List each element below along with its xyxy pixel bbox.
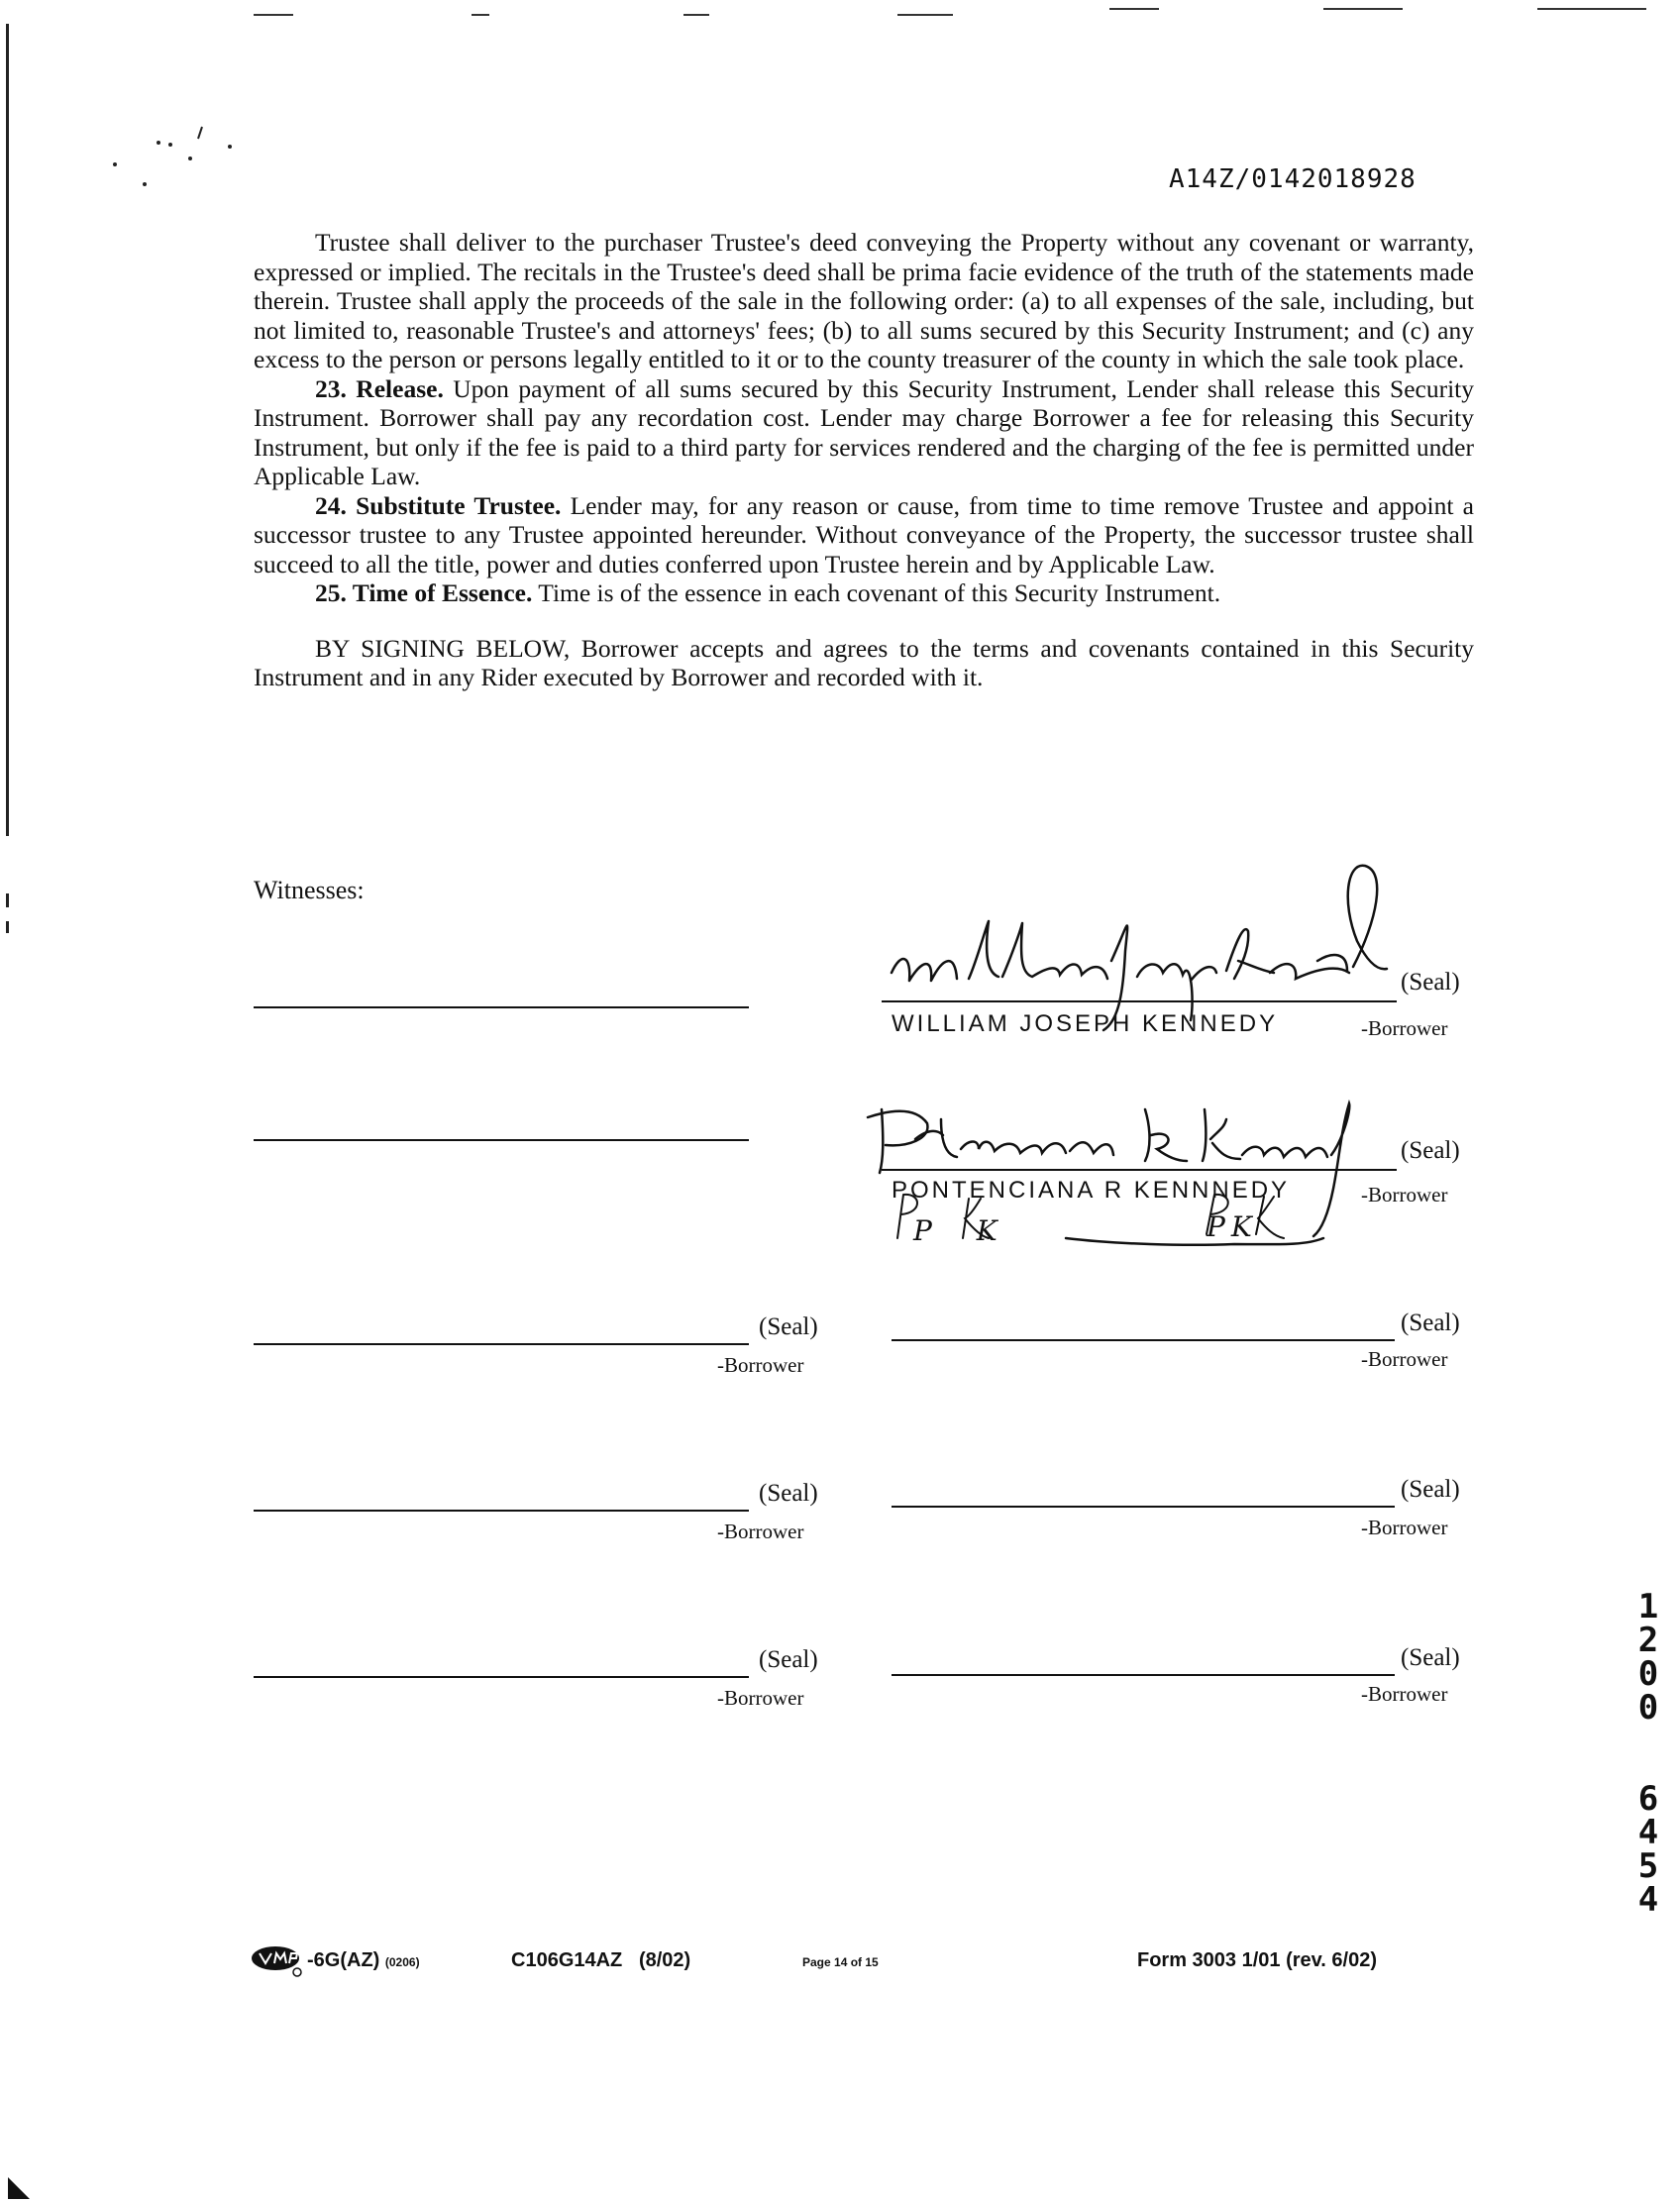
substitute-trustee-heading: 24. Substitute Trustee. bbox=[315, 490, 562, 520]
margin-digit: 0 bbox=[1637, 1654, 1659, 1694]
borrower-signature-line bbox=[892, 1339, 1395, 1341]
scan-edge bbox=[6, 921, 9, 933]
borrower-signature-line bbox=[254, 1510, 749, 1512]
seal-label: (Seal) bbox=[1401, 969, 1460, 996]
borrower-name-1: WILLIAM JOSEPH KENNEDY bbox=[892, 1010, 1279, 1037]
scan-edge bbox=[6, 893, 9, 907]
doc-date: (8/02) bbox=[638, 1949, 691, 1971]
scan-speckles bbox=[99, 119, 248, 198]
scan-mark bbox=[1537, 8, 1646, 10]
scan-mark bbox=[472, 14, 489, 16]
time-of-essence-text: Time is of the essence in each covenant of this Security Instrument. bbox=[532, 578, 1221, 607]
document-body bbox=[254, 228, 1474, 692]
borrower-signature-line bbox=[254, 1343, 749, 1345]
borrower-label: -Borrower bbox=[717, 1686, 804, 1710]
seal-label: (Seal) bbox=[759, 1646, 818, 1673]
scan-mark bbox=[897, 14, 953, 16]
scan-mark bbox=[683, 14, 709, 16]
scan-corner-mark bbox=[4, 2173, 34, 2203]
scan-mark bbox=[1109, 8, 1159, 10]
document-number: A14Z/0142018928 bbox=[1169, 164, 1417, 194]
margin-digit: 0 bbox=[1637, 1688, 1659, 1728]
seal-label: (Seal) bbox=[759, 1480, 818, 1507]
release-text: Upon payment of all sums secured by this Security Instrument, Lender shall release this Security Instrument. Borrower shall pay any recordation cost. Lender may charge Borrower a fee for releasing this Security Instrument, but only if the fee is paid to a third party for services rendered and the charging of the fee is permitted under Applicable Law. bbox=[254, 373, 1474, 490]
scan-mark bbox=[254, 14, 293, 16]
release-heading: 23. Release. bbox=[315, 373, 444, 403]
time-of-essence-heading: 25. Time of Essence. bbox=[315, 578, 533, 607]
form-code-small: (0206) bbox=[384, 1955, 420, 1969]
margin-digit: 4 bbox=[1637, 1880, 1659, 1920]
form-code: -6G(AZ) bbox=[307, 1949, 380, 1971]
borrower-label: -Borrower bbox=[1361, 1347, 1448, 1371]
seal-label: (Seal) bbox=[1401, 1476, 1460, 1503]
release-paragraph bbox=[254, 374, 1474, 491]
borrower-label: -Borrower bbox=[717, 1353, 804, 1377]
borrower-label: -Borrower bbox=[1361, 1516, 1448, 1539]
witness-line bbox=[254, 1139, 749, 1141]
seal-label: (Seal) bbox=[759, 1313, 818, 1340]
borrower-label: -Borrower bbox=[1361, 1016, 1448, 1040]
borrower-label: -Borrower bbox=[1361, 1682, 1448, 1706]
initials-right: PK bbox=[1207, 1210, 1258, 1243]
borrower-signature-line-1 bbox=[882, 1000, 1397, 1002]
scan-mark bbox=[1323, 8, 1403, 10]
footer-form-code bbox=[307, 1949, 420, 1972]
borrower-signature-line bbox=[892, 1506, 1395, 1508]
trustee-deed-paragraph: Trustee shall deliver to the purchaser Trustee's deed conveying the Property without any covenant or warranty, expressed or implied. The recitals in the Trustee's deed shall be prima facie evidence of the truth of the statements made therein. Trustee shall apply the proceeds of the sale in the following order: (a) to all expenses of the sale, including, but not limited to, reasonable Trustee's and attorneys' fees; (b) to all sums secured by this Security Instrument; and (c) any excess to the person or persons legally entitled to it or to the county treasurer of the county in which the sale took place. bbox=[254, 228, 1474, 373]
borrower-label: -Borrower bbox=[717, 1520, 804, 1543]
seal-label: (Seal) bbox=[1401, 1137, 1460, 1164]
initials-left: P K bbox=[913, 1214, 1015, 1247]
footer-doc-code bbox=[511, 1949, 690, 1972]
doc-code: C106G14AZ bbox=[511, 1949, 623, 1971]
vmp-logo-icon bbox=[250, 1943, 305, 1977]
borrower-name-2: PONTENCIANA R KENNNEDY bbox=[892, 1177, 1291, 1204]
borrower-signature-line bbox=[892, 1674, 1395, 1676]
borrower-signature-line bbox=[254, 1676, 749, 1678]
seal-label: (Seal) bbox=[1401, 1310, 1460, 1336]
substitute-trustee-text: Lender may, for any reason or cause, from time to time remove Trustee and appoint a successor trustee to any Trustee appointed hereunder. Without conveyance of the Property, the successor trustee shall succeed to all the title, power and duties conferred upon Trustee herein and by Applicable Law. bbox=[254, 490, 1474, 578]
seal-label: (Seal) bbox=[1401, 1644, 1460, 1671]
margin-digit: 2 bbox=[1637, 1621, 1659, 1660]
margin-digit: 5 bbox=[1637, 1846, 1659, 1886]
witnesses-label: Witnesses: bbox=[254, 876, 365, 904]
borrower-label: -Borrower bbox=[1361, 1183, 1448, 1206]
time-of-essence-paragraph bbox=[254, 578, 1474, 608]
margin-digit: 4 bbox=[1637, 1813, 1659, 1852]
borrower-signature-line-2 bbox=[882, 1169, 1397, 1171]
page-number: Page 14 of 15 bbox=[802, 1955, 879, 1969]
substitute-trustee-paragraph bbox=[254, 491, 1474, 579]
margin-digit: 1 bbox=[1637, 1587, 1659, 1626]
scan-edge bbox=[6, 24, 9, 836]
form-number: Form 3003 1/01 (rev. 6/02) bbox=[1137, 1949, 1377, 1971]
witness-line bbox=[254, 1006, 749, 1008]
signing-statement: BY SIGNING BELOW, Borrower accepts and agrees to the terms and covenants contained in this Security Instrument and in any Rider executed by Borrower and recorded with it. bbox=[254, 633, 1474, 691]
margin-digit: 6 bbox=[1637, 1779, 1659, 1819]
